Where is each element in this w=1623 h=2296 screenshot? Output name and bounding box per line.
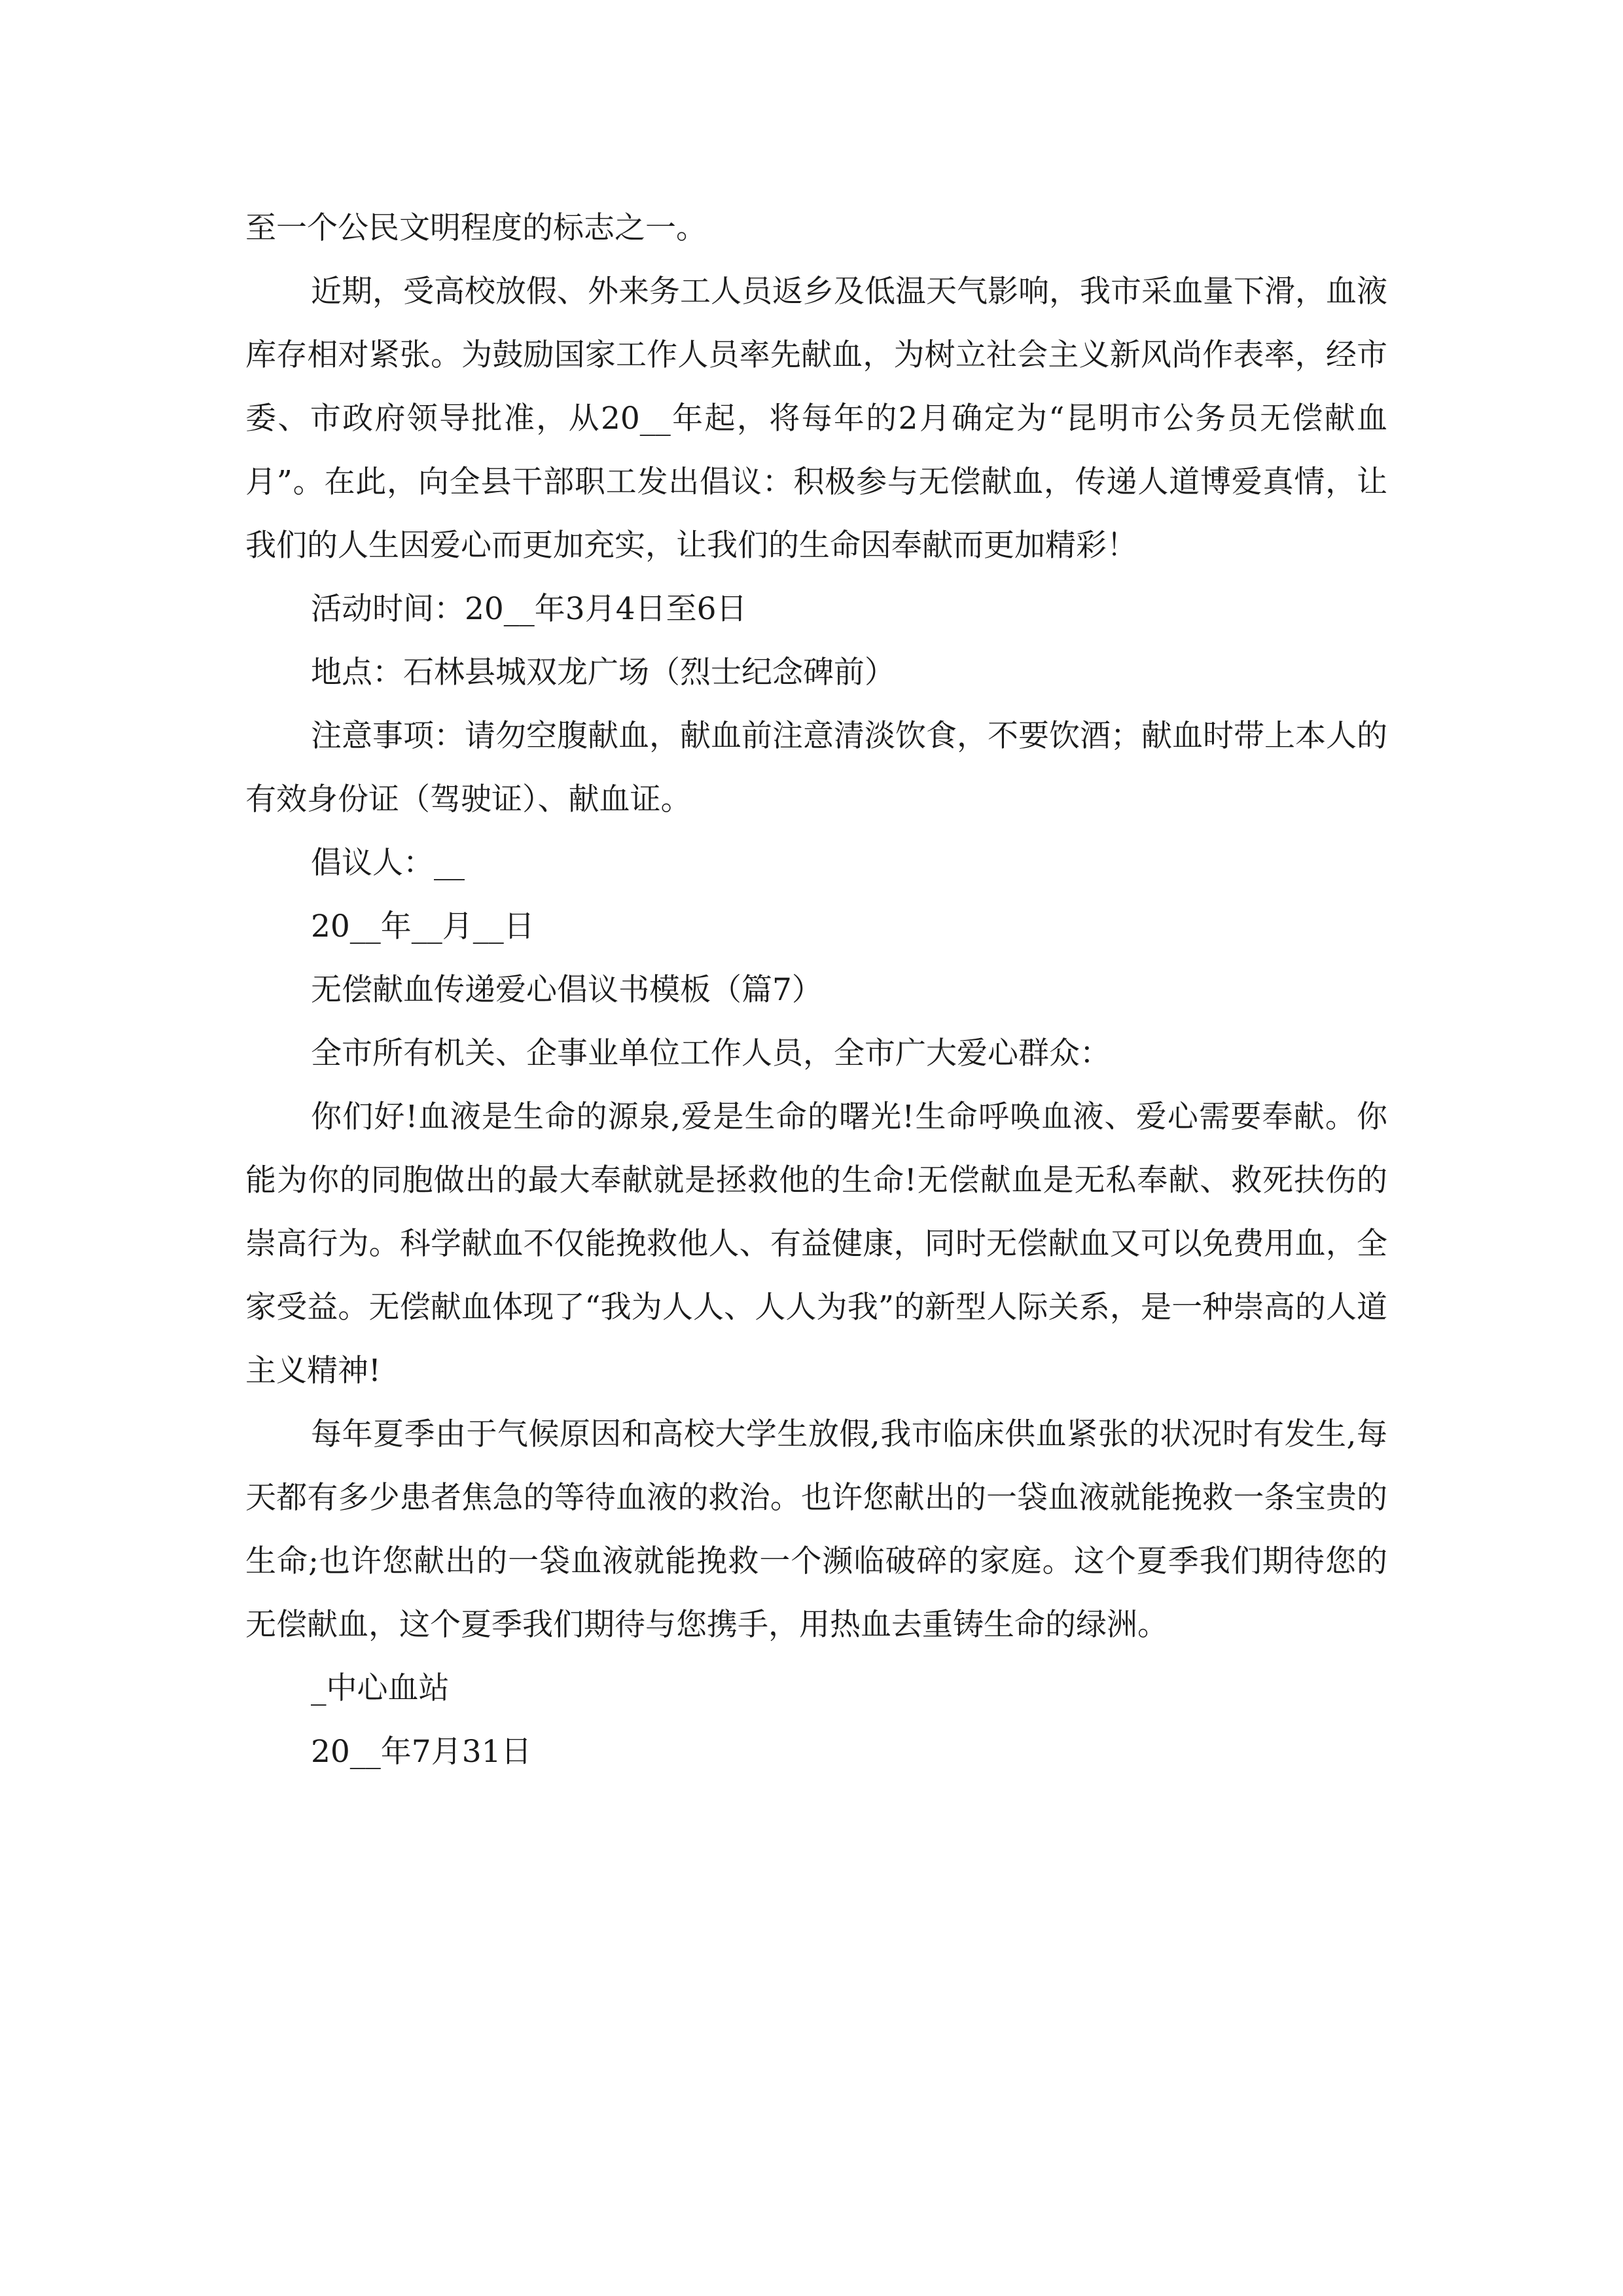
signature-date: 20__年7月31日 xyxy=(311,1734,532,1770)
date-line: 20__年__月__日 xyxy=(311,908,535,944)
paragraph-greeting: 你们好!血液是生命的源泉,爱是生命的曙光!生命呼唤血液、爱心需要奉献。你能为你的同胞做出的最大奉献就是拯救他的生命!无偿献血是无私奉献、救死扶伤的崇高行为。科学献血不仅能挽救他人、有益健康，同时无偿献血又可以免费用血，全家受益。无偿献血体现了“我为人人、人人为我”的新型人际关系，是一种崇高的人道主义精神! xyxy=(245,1099,1387,1389)
paragraph-appeal: 近期，受高校放假、外来务工人员返乡及低温天气影响，我市采血量下滑，血液库存相对紧张。为鼓励国家工作人员率先献血，为树立社会主义新风尚作表率，经市委、市政府领导批准，从20__年起，将每年的2月确定为“昆明市公务员无偿献血月”。在此，向全县干部职工发出倡议：积极参与无偿献血，传递人道博爱真情，让我们的人生因爱心而更加充实，让我们的生命因奉献而更加精彩！ xyxy=(245,274,1387,564)
notes: 注意事项：请勿空腹献血，献血前注意清淡饮食，不要饮酒；献血时带上本人的有效身份证（驾驶证）、献血证。 xyxy=(245,718,1387,817)
activity-time: 活动时间：20__年3月4日至6日 xyxy=(311,591,747,627)
section-title: 无偿献血传递爱心倡议书模板（篇7） xyxy=(311,972,823,1008)
paragraph-summer: 每年夏季由于气候原因和高校大学生放假,我市临床供血紧张的状况时有发生,每天都有多少患者焦急的等待血液的救治。也许您献出的一袋血液就能挽救一条宝贵的生命;也许您献出的一袋血液就能挽救一个濒临破碎的家庭。这个夏季我们期待您的无偿献血，这个夏季我们期待与您携手，用热血去重铸生命的绿洲。 xyxy=(245,1416,1387,1643)
signature-org: _中心血站 xyxy=(311,1670,450,1706)
paragraph-continuation: 至一个公民文明程度的标志之一。 xyxy=(245,210,707,246)
salutation: 全市所有机关、企事业单位工作人员，全市广大爱心群众： xyxy=(311,1035,1111,1071)
document-body xyxy=(245,196,1387,1784)
activity-location: 地点：石林县城双龙广场（烈士纪念碑前） xyxy=(311,655,895,691)
proposer: 倡议人：__ xyxy=(311,845,465,881)
